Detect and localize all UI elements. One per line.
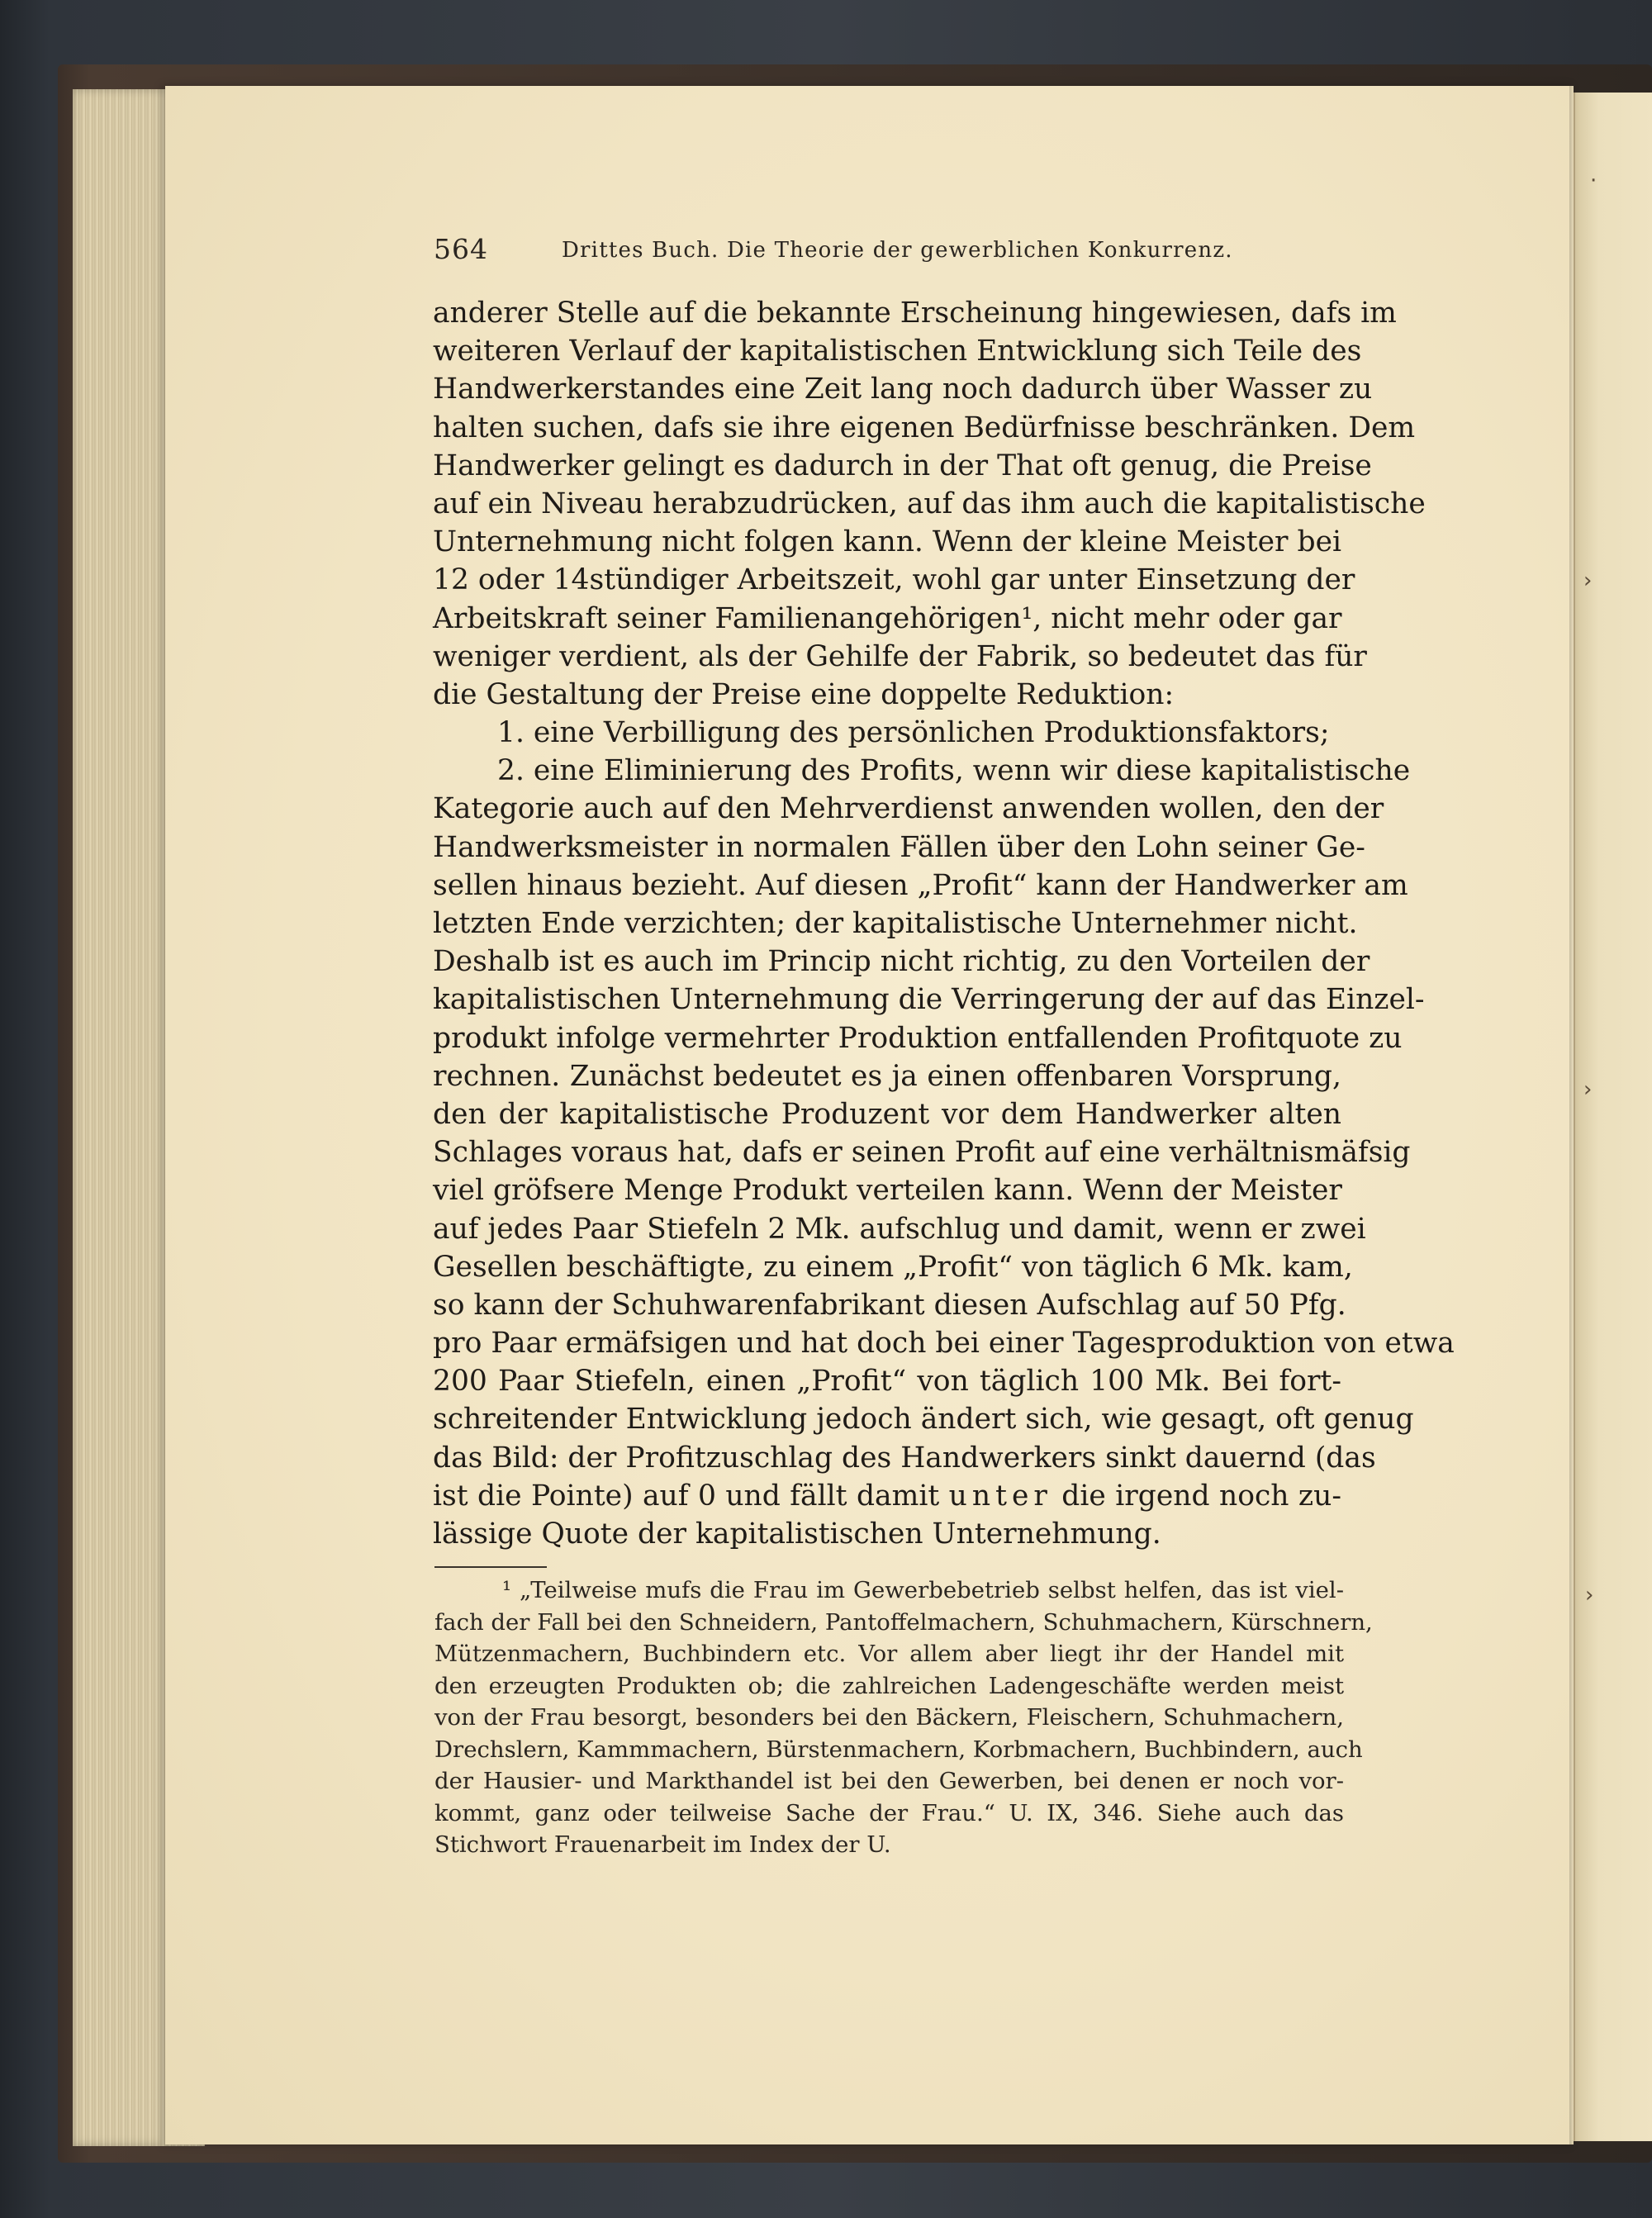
footnote-line: fach der Fall bei den Schneidern, Pantoffelmachern, Schuhmachern, Kürschnern, (434, 1608, 1373, 1636)
footnote-line: den erzeugten Produkten ob; die zahlreichen Ladengeschäfte werden meist (434, 1672, 1344, 1699)
text-line: Gesellen beschäftigte, zu einem „Profit“ von täglich 6 Mk. kam, (433, 1250, 1353, 1284)
footnote-line: Drechslern, Kammmachern, Bürstenmachern, Korbmachern, Buchbindern, auch (434, 1736, 1363, 1763)
footnote-line: ¹ „Teilweise mufs die Frau im Gewerbebetrieb selbst helfen, das ist viel- (502, 1577, 1344, 1603)
page-header (434, 233, 1264, 274)
footnote (434, 1574, 1373, 1861)
text-line: rechnen. Zunächst bedeutet es ja einen offenbaren Vorsprung, (433, 1059, 1341, 1093)
body-text (433, 294, 1455, 1553)
text-line: Handwerker gelingt es dadurch in der That oft genug, die Preise (433, 449, 1372, 482)
page-mark: · (1590, 169, 1597, 193)
page-mark: › (1583, 1077, 1593, 1102)
spaced-emphasis: unter (948, 1479, 1052, 1513)
text-line: kapitalistischen Unternehmung die Verringerung der auf das Einzel- (433, 983, 1425, 1017)
text-line: so kann der Schuhwarenfabrikant diesen Aufschlag auf 50 Pfg. (433, 1288, 1346, 1322)
page-number: 564 (434, 233, 488, 265)
list-item: 2. eine Eliminierung des Profits, wenn wir diese kapitalistische (497, 754, 1411, 788)
footnote-line: der Hausier- und Markthandel ist bei den Gewerben, bei denen er noch vor- (434, 1768, 1344, 1794)
text-line: Unternehmung nicht folgen kann. Wenn der kleine Meister bei (433, 525, 1342, 559)
footnote-line: Mützenmachern, Buchbindern etc. Vor allem aber liegt ihr der Handel mit (434, 1641, 1344, 1667)
text-line: das Bild: der Profitzuschlag des Handwerkers sinkt dauernd (das (433, 1441, 1376, 1475)
text-line: auf jedes Paar Stiefeln 2 Mk. aufschlug und damit, wenn er zwei (433, 1212, 1366, 1246)
text-line-emphasis (433, 1477, 1341, 1515)
text-line: schreitender Entwicklung jedoch ändert sich, wie gesagt, oft genug (433, 1403, 1414, 1437)
text-line: Kategorie auch auf den Mehrverdienst anwenden wollen, den der (433, 792, 1384, 826)
text-line: Deshalb ist es auch im Princip nicht richtig, zu den Vorteilen der (433, 945, 1370, 979)
page-mark: › (1585, 1583, 1594, 1608)
text-line: weiteren Verlauf der kapitalistischen Entwicklung sich Teile des (433, 335, 1362, 368)
text-line: die Gestaltung der Preise eine doppelte Reduktion: (433, 677, 1175, 711)
footnote-line: Stichwort Frauenarbeit im Index der U. (434, 1831, 891, 1858)
text-line: Handwerksmeister in normalen Fällen über den Lohn seiner Ge- (433, 830, 1365, 864)
page-gutter-shadow (1569, 86, 1574, 2144)
text-line: halten suchen, dafs sie ihre eigenen Bedürfnisse beschränken. Dem (433, 411, 1416, 444)
text-line: Schlages voraus hat, dafs er seinen Profit auf eine verhältnismäfsig (433, 1136, 1411, 1170)
text-line: letzten Ende verzichten; der kapitalistische Unternehmer nicht. (433, 907, 1358, 940)
text-line: weniger verdient, als der Gehilfe der Fabrik, so bedeutet das für (433, 639, 1367, 673)
footnote-line: kommt, ganz oder teilweise Sache der Frau.“ U. IX, 346. Siehe auch das (434, 1799, 1344, 1826)
text-line: pro Paar ermäfsigen und hat doch bei einer Tagesproduktion von etwa (433, 1327, 1455, 1361)
text-line: produkt infolge vermehrter Produktion entfallenden Profitquote zu (433, 1021, 1403, 1055)
text-line: 12 oder 14stündiger Arbeitszeit, wohl gar unter Einsetzung der (433, 563, 1355, 597)
text-line: 200 Paar Stiefeln, einen „Profit“ von täglich 100 Mk. Bei fort- (433, 1365, 1341, 1399)
text-line: lässige Quote der kapitalistischen Unternehmung. (433, 1517, 1161, 1551)
footnote-line: von der Frau besorgt, besonders bei den Bäckern, Fleischern, Schuhmachern, (434, 1704, 1344, 1731)
footnote-rule (434, 1566, 547, 1568)
text-line: auf ein Niveau herabzudrücken, auf das ihm auch die kapitalistische (433, 487, 1426, 520)
running-head: Drittes Buch. Die Theorie der gewerblichen Konkurrenz. (562, 238, 1233, 263)
text-line: den der kapitalistische Produzent vor dem Handwerker alten (433, 1097, 1341, 1131)
text-segment: die irgend noch zu- (1061, 1479, 1341, 1513)
facing-page-edge (1574, 93, 1652, 2141)
text-line: sellen hinaus bezieht. Auf diesen „Profit“ kann der Handwerker am (433, 868, 1408, 902)
text-line: Handwerkerstandes eine Zeit lang noch dadurch über Wasser zu (433, 373, 1373, 406)
page-mark: › (1583, 568, 1593, 593)
list-item: 1. eine Verbilligung des persönlichen Produktionsfaktors; (497, 716, 1330, 750)
text-line: viel gröfsere Menge Produkt verteilen kann. Wenn der Meister (433, 1174, 1342, 1208)
text-line: anderer Stelle auf die bekannte Erscheinung hingewiesen, dafs im (433, 297, 1397, 330)
text-segment: ist die Pointe) auf 0 und fällt damit (433, 1479, 940, 1513)
text-line: Arbeitskraft seiner Familienangehörigen¹, nicht mehr oder gar (433, 601, 1342, 635)
